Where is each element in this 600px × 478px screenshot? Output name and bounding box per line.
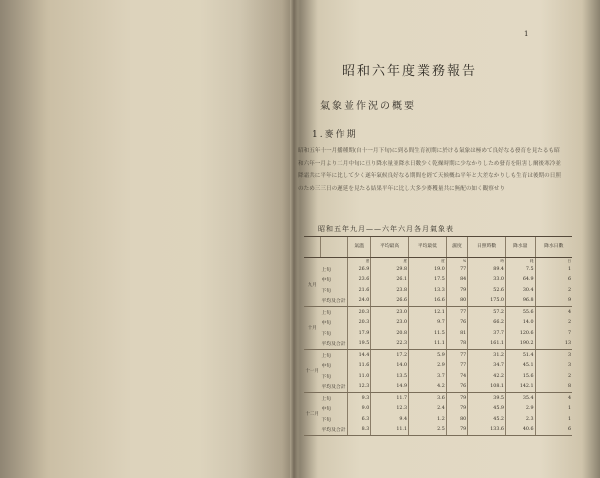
period-label: 中旬 [321, 278, 332, 284]
value-cell: 51.4 [505, 350, 535, 361]
value-cell: 17.5 [409, 275, 447, 286]
value-cell: 52.6 [468, 285, 506, 296]
value-cell: 175.0 [468, 296, 506, 307]
period-label: 下旬 [321, 288, 332, 294]
value-cell: 39.5 [468, 393, 506, 404]
period-label: 平均及合計 [321, 339, 348, 350]
weather-table [304, 236, 572, 436]
value-cell: 6 [535, 425, 572, 436]
value-cell: 17.2 [371, 350, 409, 361]
value-cell: 2 [535, 285, 572, 296]
value-cell: 7.5 [505, 264, 535, 275]
column-header [304, 237, 321, 258]
value-cell: 22.3 [371, 339, 409, 350]
value-cell: 45.1 [505, 361, 535, 372]
value-cell: 45.9 [468, 404, 506, 415]
value-cell: 11.0 [348, 371, 371, 382]
value-cell: 2 [535, 371, 572, 382]
value-cell: 76 [446, 318, 467, 329]
subsection-title: 1.麥作期 [312, 130, 358, 140]
value-cell: 57.2 [468, 307, 506, 318]
value-cell: 161.1 [468, 339, 506, 350]
report-title: 昭和六年度業務報告 [342, 64, 478, 79]
value-cell: 79 [446, 425, 467, 436]
period-label: 上旬 [321, 267, 332, 273]
unit-cell: 日 [535, 258, 572, 265]
value-cell: 1 [535, 404, 572, 415]
value-cell: 23.8 [371, 285, 409, 296]
value-cell: 9.4 [371, 414, 409, 425]
value-cell: 2 [535, 318, 572, 329]
page-curl-shadow [200, 0, 290, 478]
book-gutter [290, 0, 298, 478]
value-cell: 30.4 [505, 285, 535, 296]
period-label: 上旬 [321, 396, 332, 402]
table-row [304, 350, 572, 361]
left-page [0, 0, 290, 478]
value-cell: 13 [535, 339, 572, 350]
value-cell: 9.0 [348, 404, 371, 415]
table-row [304, 275, 572, 286]
value-cell: 29.8 [371, 264, 409, 275]
value-cell: 11.1 [409, 339, 447, 350]
column-header: 平均最低 [409, 237, 447, 258]
table-row [304, 404, 572, 415]
value-cell: 34.7 [468, 361, 506, 372]
value-cell: 79 [446, 393, 467, 404]
value-cell: 2.9 [409, 361, 447, 372]
value-cell: 2.3 [505, 414, 535, 425]
value-cell: 8.3 [348, 425, 371, 436]
value-cell: 2.5 [409, 425, 447, 436]
value-cell: 17.9 [348, 328, 371, 339]
period-label: 上旬 [321, 353, 332, 359]
value-cell: 31.2 [468, 350, 506, 361]
value-cell: 3.6 [409, 393, 447, 404]
value-cell: 1 [535, 414, 572, 425]
period-label: 平均及合計 [321, 425, 348, 436]
value-cell: 81 [446, 328, 467, 339]
value-cell: 12.3 [371, 404, 409, 415]
value-cell: 26.9 [348, 264, 371, 275]
period-label: 下旬 [321, 417, 332, 423]
column-header [321, 237, 348, 258]
table-body [304, 258, 572, 436]
table-header [304, 237, 572, 258]
value-cell: 77 [446, 350, 467, 361]
value-cell: 19.5 [348, 339, 371, 350]
table-row [304, 414, 572, 425]
value-cell: 20.3 [348, 318, 371, 329]
value-cell: 15.6 [505, 371, 535, 382]
value-cell: 120.6 [505, 328, 535, 339]
period-label: 中旬 [321, 364, 332, 370]
month-label: 十二月 [304, 393, 321, 436]
value-cell: 66.2 [468, 318, 506, 329]
value-cell: 13.5 [371, 371, 409, 382]
value-cell: 77 [446, 307, 467, 318]
unit-cell: 時 [468, 258, 506, 265]
header-row [304, 237, 572, 258]
value-cell: 1.2 [409, 414, 447, 425]
value-cell: 80 [446, 296, 467, 307]
value-cell: 11.6 [348, 361, 371, 372]
month-label: 十月 [304, 307, 321, 350]
body-paragraph: 昭和五年十一月播種期(自十一月下旬)に到る間生育初期に於ける氣象は極めて良好なる發育を見たるも昭和六年一月より二月中旬に亘り降水量並降水日數少く乾燥時期に少なかりしため發育を阻害し爾後寒冷並降霜共に平年に比して少く遂年氣候良好なる期間を經て天候概ね平年と大差なかりしも生育は後期の日照のため三三日の遲延を見たる結果平年に比し大多少麥穫量共に無配の如く觀察せり [298, 148, 561, 192]
value-cell: 19.0 [409, 264, 447, 275]
value-cell: 133.6 [468, 425, 506, 436]
value-cell: 42.2 [468, 371, 506, 382]
value-cell: 64.9 [505, 275, 535, 286]
value-cell: 55.6 [505, 307, 535, 318]
unit-cell: 度 [348, 258, 371, 265]
value-cell: 23.6 [348, 275, 371, 286]
column-header: 降水日數 [535, 237, 572, 258]
value-cell: 40.6 [505, 425, 535, 436]
table-row [304, 318, 572, 329]
value-cell: 33.0 [468, 275, 506, 286]
period-label: 平均及合計 [321, 382, 348, 393]
column-header: 濕度 [446, 237, 467, 258]
value-cell: 23.0 [371, 318, 409, 329]
value-cell: 79 [446, 285, 467, 296]
value-cell: 190.2 [505, 339, 535, 350]
value-cell: 8 [535, 382, 572, 393]
value-cell: 4 [535, 307, 572, 318]
value-cell: 14.0 [505, 318, 535, 329]
value-cell: 89.4 [468, 264, 506, 275]
value-cell: 4.2 [409, 382, 447, 393]
table-row [304, 371, 572, 382]
value-cell: 26.6 [371, 296, 409, 307]
table-row [304, 361, 572, 372]
value-cell: 3 [535, 350, 572, 361]
value-cell: 37.7 [468, 328, 506, 339]
table-row [304, 285, 572, 296]
section-title: 氣象並作況の概要 [320, 101, 416, 112]
value-cell: 74 [446, 371, 467, 382]
column-header: 氣溫 [348, 237, 371, 258]
period-label: 上旬 [321, 310, 332, 316]
value-cell: 16.6 [409, 296, 447, 307]
value-cell: 77 [446, 361, 467, 372]
unit-cell: 度 [409, 258, 447, 265]
value-cell: 20.3 [348, 307, 371, 318]
value-cell: 108.1 [468, 382, 506, 393]
value-cell: 3 [535, 361, 572, 372]
right-page [298, 0, 600, 478]
value-cell: 3.7 [409, 371, 447, 382]
value-cell: 77 [446, 264, 467, 275]
period-label: 下旬 [321, 331, 332, 337]
value-cell: 24.0 [348, 296, 371, 307]
value-cell: 76 [446, 382, 467, 393]
value-cell: 11.7 [371, 393, 409, 404]
value-cell: 14.4 [348, 350, 371, 361]
value-cell: 14.9 [371, 382, 409, 393]
unit-cell: 度 [371, 258, 409, 265]
unit-cell: 粍 [505, 258, 535, 265]
table-row [304, 382, 572, 393]
value-cell: 5.9 [409, 350, 447, 361]
value-cell: 11.1 [371, 425, 409, 436]
table-row [304, 264, 572, 275]
value-cell: 13.3 [409, 285, 447, 296]
table-row [304, 393, 572, 404]
period-label: 中旬 [321, 321, 332, 327]
value-cell: 21.6 [348, 285, 371, 296]
table-row [304, 307, 572, 318]
value-cell: 9 [535, 296, 572, 307]
value-cell: 4 [535, 393, 572, 404]
unit-cell: % [446, 258, 467, 265]
period-label: 平均及合計 [321, 296, 348, 307]
value-cell: 23.0 [371, 307, 409, 318]
value-cell: 84 [446, 275, 467, 286]
month-label: 九月 [304, 264, 321, 307]
month-label: 十一月 [304, 350, 321, 393]
value-cell: 2.9 [505, 404, 535, 415]
column-header: 平均最高 [371, 237, 409, 258]
value-cell: 2.4 [409, 404, 447, 415]
value-cell: 7 [535, 328, 572, 339]
value-cell: 78 [446, 339, 467, 350]
page-number: 1 [524, 30, 529, 38]
value-cell: 11.5 [409, 328, 447, 339]
column-header: 降水量 [505, 237, 535, 258]
value-cell: 20.8 [371, 328, 409, 339]
table-caption: 昭和五年九月——六年六月各月氣象表 [318, 225, 454, 233]
table-row [304, 339, 572, 350]
value-cell: 12.1 [409, 307, 447, 318]
table-row [304, 328, 572, 339]
value-cell: 14.0 [371, 361, 409, 372]
value-cell: 12.3 [348, 382, 371, 393]
value-cell: 9.3 [348, 393, 371, 404]
value-cell: 96.8 [505, 296, 535, 307]
value-cell: 6 [535, 275, 572, 286]
value-cell: 9.7 [409, 318, 447, 329]
column-header: 日照時數 [468, 237, 506, 258]
value-cell: 26.1 [371, 275, 409, 286]
table-row [304, 296, 572, 307]
value-cell: 45.2 [468, 414, 506, 425]
value-cell: 79 [446, 404, 467, 415]
value-cell: 142.1 [505, 382, 535, 393]
value-cell: 80 [446, 414, 467, 425]
value-cell: 35.4 [505, 393, 535, 404]
value-cell: 1 [535, 264, 572, 275]
table-row [304, 425, 572, 436]
value-cell: 6.3 [348, 414, 371, 425]
period-label: 中旬 [321, 407, 332, 413]
period-label: 下旬 [321, 374, 332, 380]
